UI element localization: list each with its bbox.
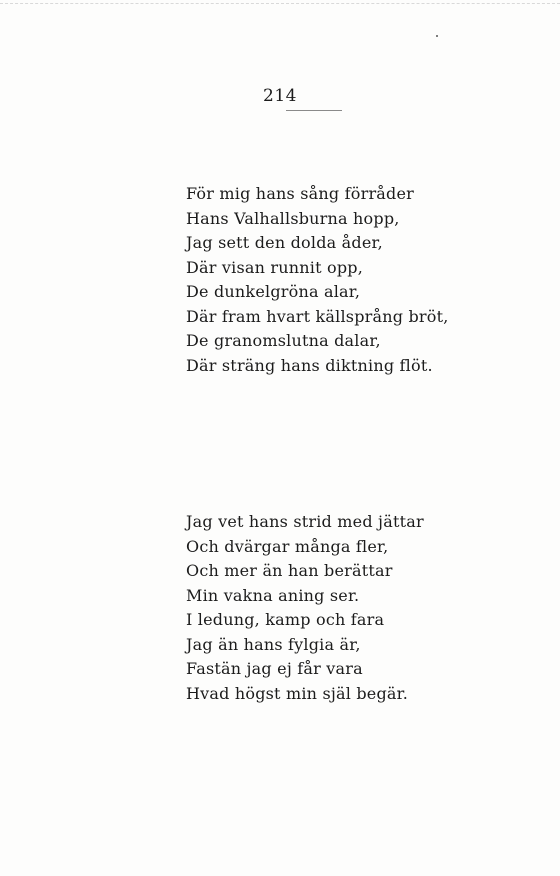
verse-line: Där visan runnit opp, — [186, 257, 363, 277]
verse-line: De dunkelgröna alar, — [186, 282, 361, 301]
verse-line: Där sträng hans diktning flöt. — [186, 355, 433, 375]
verse-line: Hans Valhallsburna hopp, — [186, 208, 400, 228]
stanza-1 — [186, 182, 449, 378]
stanza-2 — [186, 510, 424, 706]
verse-line: Där fram hvart källsprång bröt, — [186, 306, 449, 326]
verse-line: Och dvärgar många fler, — [186, 536, 389, 556]
verse-line: För mig hans sång förråder — [186, 184, 414, 203]
verse-line: Min vakna aning ser. — [186, 585, 360, 605]
verse-line: De granomslutna dalar, — [186, 331, 381, 350]
page-top-edge — [0, 3, 560, 4]
ink-speck — [436, 35, 438, 37]
verse-line: Hvad högst min själ begär. — [186, 683, 409, 703]
page-number: 214 — [263, 86, 297, 106]
verse-line: Och mer än han berättar — [186, 561, 393, 580]
verse-line: Jag sett den dolda åder, — [186, 233, 383, 252]
verse-line: I ledung, kamp och fara — [186, 610, 385, 629]
verse-line: Jag än hans fylgia är, — [186, 634, 361, 654]
page-number-underline — [286, 110, 342, 111]
verse-line: Fastän jag ej får vara — [186, 659, 363, 678]
verse-line: Jag vet hans strid med jättar — [186, 512, 424, 531]
